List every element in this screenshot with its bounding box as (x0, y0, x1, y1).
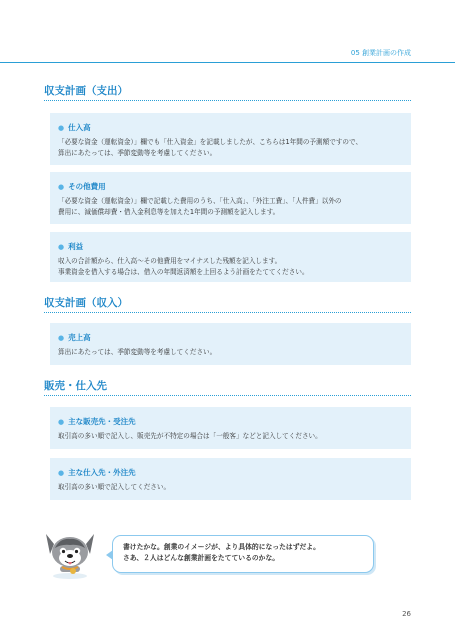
box-body (58, 196, 403, 217)
info-box-vendors (50, 458, 411, 500)
box-body (58, 431, 403, 442)
info-box-purchases (50, 113, 411, 165)
dog-mascot-icon (40, 524, 100, 584)
box-body (58, 347, 403, 358)
section-title-income: 収支計画（収入） (44, 297, 128, 309)
section-rule (44, 395, 411, 396)
box-heading (58, 467, 403, 478)
box-line: 収入の合計額から、仕入高〜その他費用をマイナスした残額を記入します。 (58, 257, 282, 265)
box-heading (58, 181, 403, 192)
box-line: 算出にあたっては、季節変動等を考慮してください。 (58, 148, 217, 157)
box-heading-text: 主な仕入先・外注先 (68, 468, 136, 477)
box-heading-text: 利益 (68, 242, 84, 251)
box-line: 「必要な資金（運転資金）」欄で記載した費用のうち、「仕入高」、「外注工費」、「人件費」以外の (58, 197, 342, 205)
speech-line: 書けたかな。創業のイメージが、より具体的になったはずだよ。 (123, 543, 320, 551)
box-body (58, 482, 403, 493)
chapter-label: 05 創業計画の作成 (350, 49, 411, 57)
circle-bullet-icon: ● (58, 242, 65, 251)
info-box-other-expenses (50, 172, 411, 224)
box-line: 費用に、減価償却費・借入金利息等を加えた1年間の予測額を記入します。 (58, 207, 280, 216)
box-heading (58, 332, 403, 343)
circle-bullet-icon: ● (58, 333, 65, 342)
info-box-profit (50, 232, 411, 282)
box-heading-text: 仕入高 (68, 123, 91, 132)
box-heading-text: その他費用 (68, 182, 106, 191)
circle-bullet-icon: ● (58, 468, 65, 477)
page-number: 26 (402, 610, 411, 618)
section-rule (44, 312, 411, 313)
speech-line: さあ、２人はどんな創業計画をたてているのかな。 (123, 554, 280, 562)
header-rule (0, 62, 455, 63)
box-line: 事業資金を借入する場合は、借入の年間返済額を上回るよう計画をたててください。 (58, 267, 309, 276)
section-rule (44, 100, 411, 101)
box-heading-text: 売上高 (68, 333, 91, 342)
box-line: 取引高の多い順で記入し、販売先が不特定の場合は「一般客」などと記入してください。 (58, 432, 322, 440)
box-body (58, 137, 403, 158)
circle-bullet-icon: ● (58, 182, 65, 191)
section-title-expenses: 収支計画（支出） (44, 85, 128, 97)
box-body (58, 256, 403, 277)
info-box-customers (50, 407, 411, 449)
box-heading (58, 122, 403, 133)
box-heading (58, 416, 403, 427)
section-title-suppliers: 販売・仕入先 (44, 380, 107, 392)
circle-bullet-icon: ● (58, 417, 65, 426)
info-box-sales (50, 323, 411, 365)
circle-bullet-icon: ● (58, 123, 65, 132)
box-heading-text: 主な販売先・受注先 (68, 417, 136, 426)
page-header (0, 44, 455, 74)
box-heading (58, 241, 403, 252)
box-line: 取引高の多い順で記入してください。 (58, 483, 171, 491)
box-line: 「必要な資金（運転資金）」欄でも「仕入資金」を記載しましたが、こちらは1年間の予測額ですので、 (58, 138, 363, 146)
speech-bubble (112, 535, 374, 573)
box-line: 算出にあたっては、季節変動等を考慮してください。 (58, 348, 217, 356)
